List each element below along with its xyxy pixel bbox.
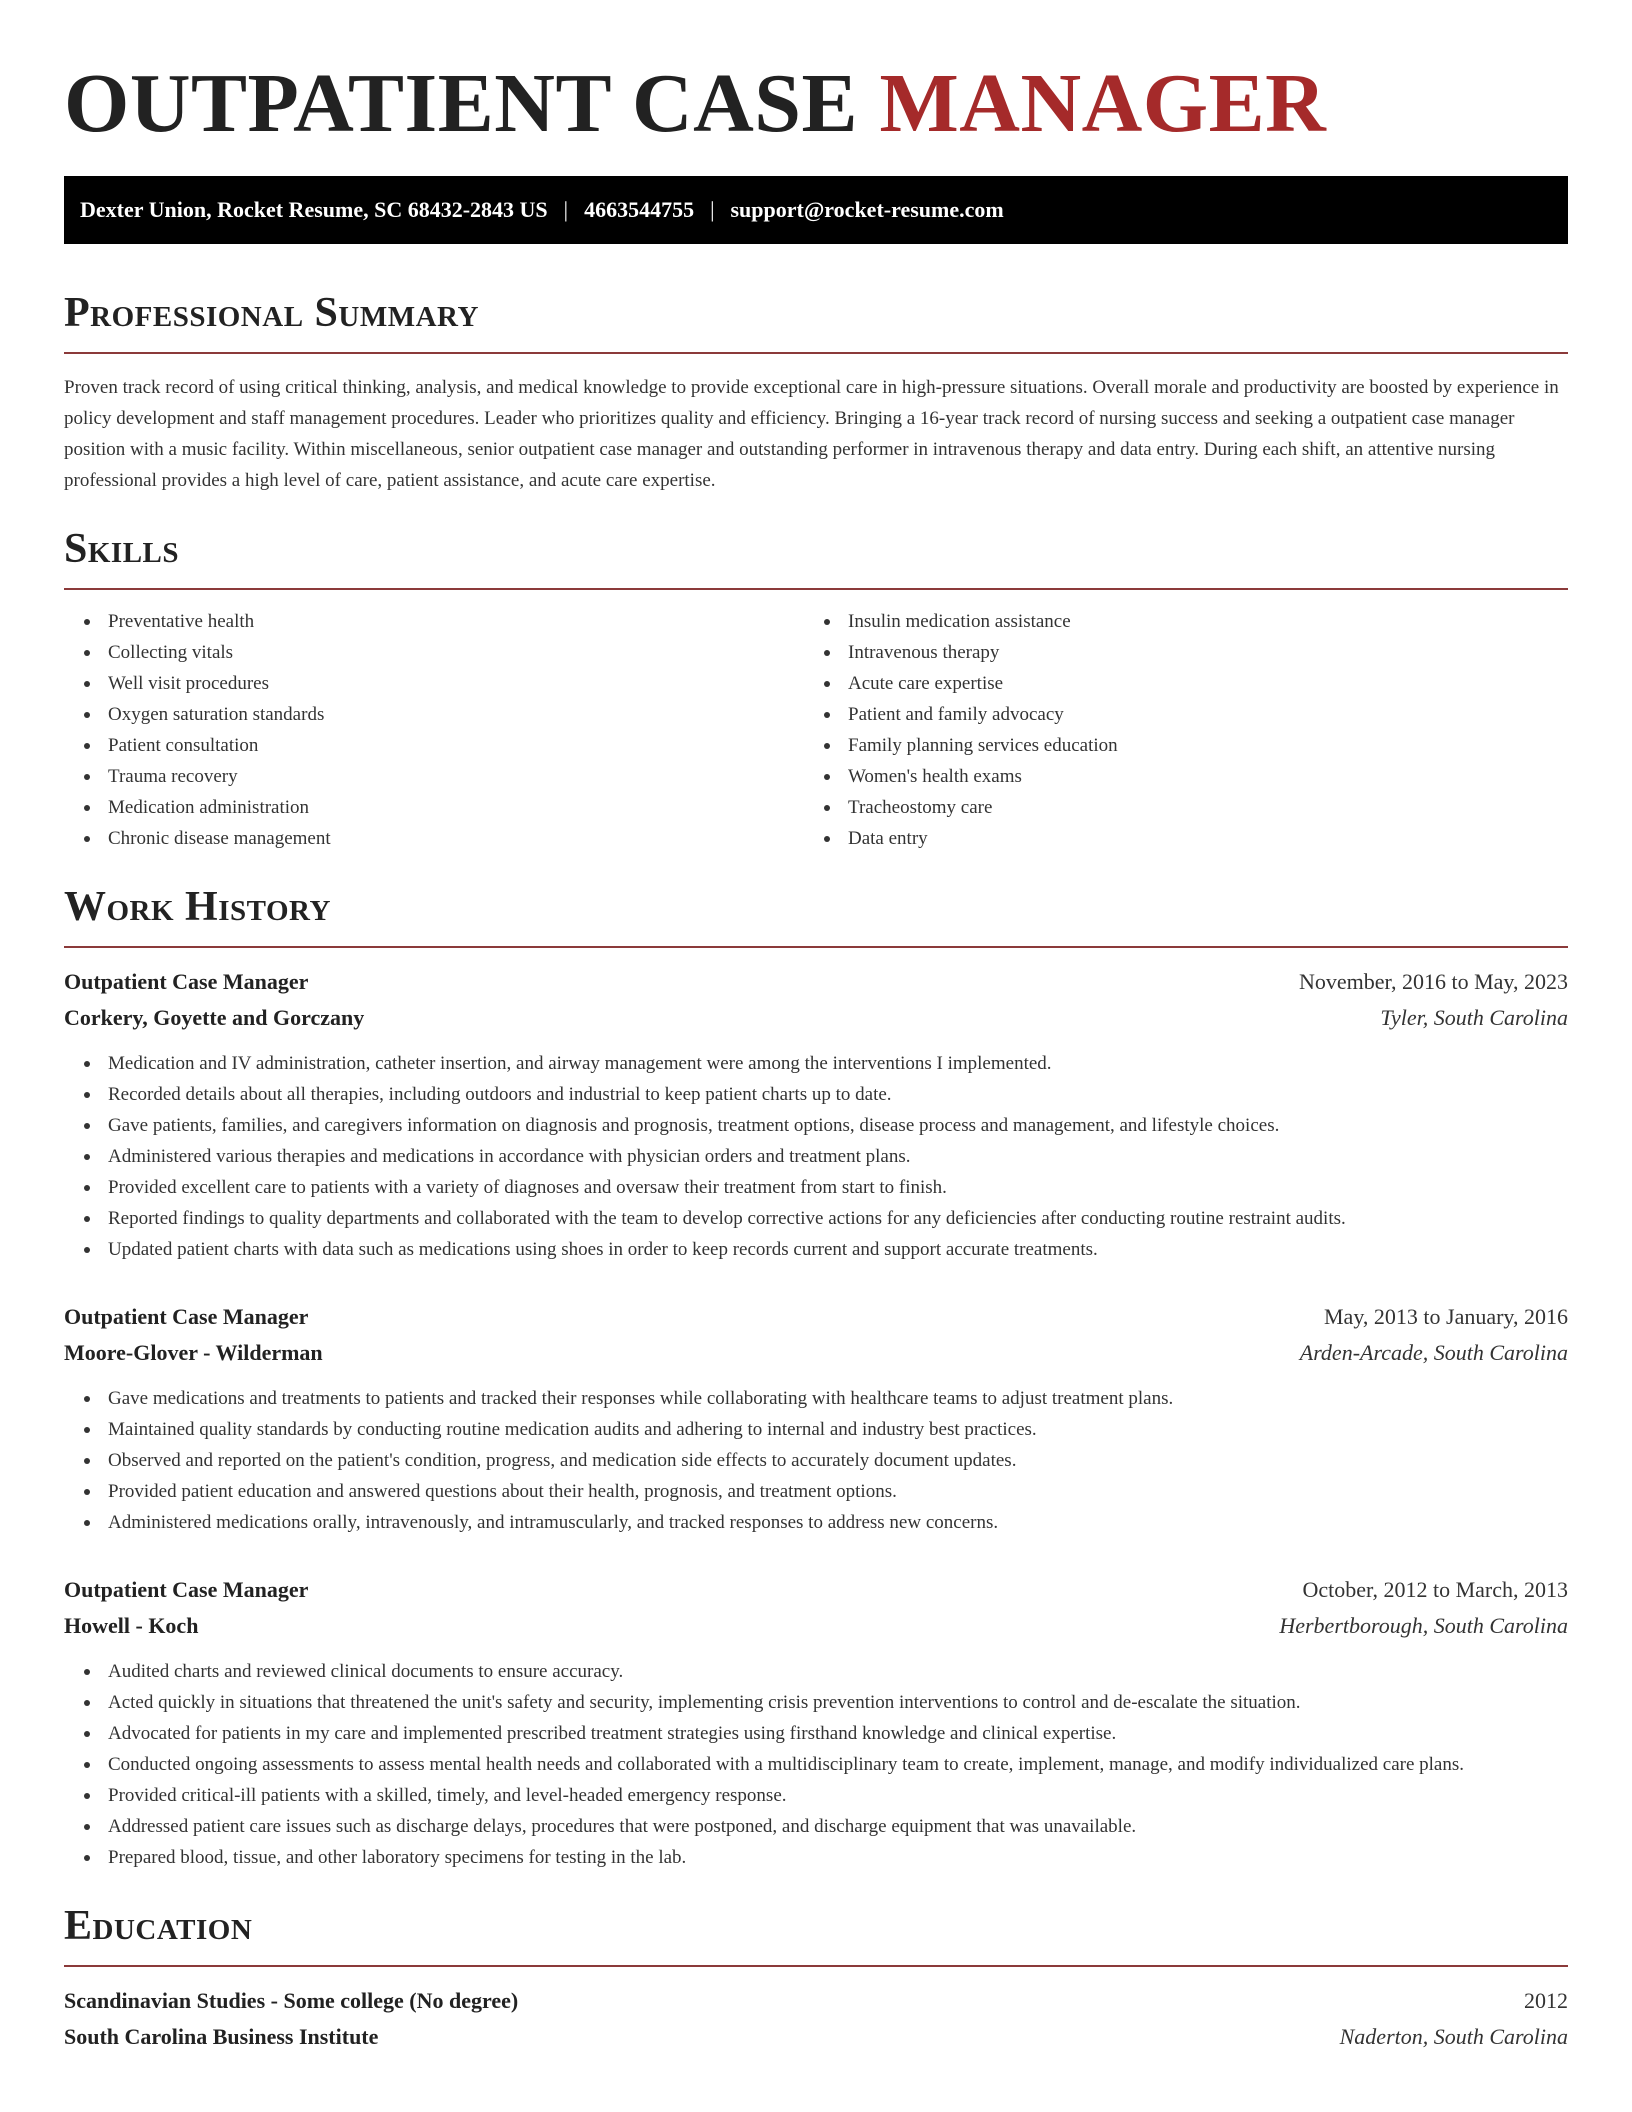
education-degree-row: [64, 1983, 1568, 2019]
job-bullet: Provided excellent care to patients with a variety of diagnoses and oversaw their treatment from start to finish.: [108, 1172, 1568, 1203]
section-heading-skills: Skills: [64, 526, 180, 572]
contact-address: Dexter Union, Rocket Resume, SC 68432-2843 US: [80, 197, 548, 222]
job-entry: [64, 1299, 1568, 1538]
section-divider: [64, 946, 1568, 948]
job-bullets: [64, 1383, 1568, 1538]
job-entry: [64, 1572, 1568, 1873]
work-history-section: [64, 882, 1568, 1873]
skills-list: [64, 606, 1568, 854]
section-divider: [64, 352, 1568, 354]
job-bullet: Recorded details about all therapies, including outdoors and industrial to keep patient charts up to date.: [108, 1079, 1568, 1110]
education-year: 2012: [1524, 1988, 1568, 2013]
education-entry: [64, 1983, 1568, 2055]
skill-item: Chronic disease management: [108, 823, 804, 854]
title-accent: MANAGER: [879, 57, 1327, 150]
contact-separator: |: [710, 197, 715, 222]
education-degree: Scandinavian Studies - Some college (No degree): [64, 1988, 519, 2013]
job-bullet: Maintained quality standards by conducting routine medication audits and adhering to internal and industry best practices.: [108, 1414, 1568, 1445]
job-dates: November, 2016 to May, 2023: [1299, 969, 1568, 994]
job-company: Corkery, Goyette and Gorczany: [64, 1005, 365, 1030]
contact-email: support@rocket-resume.com: [730, 197, 1004, 222]
skill-item: Trauma recovery: [108, 761, 804, 792]
skills-column-left: [64, 606, 804, 854]
job-bullet: Gave patients, families, and caregivers information on diagnosis and prognosis, treatment options, disease process and management, and lifestyle choices.: [108, 1110, 1568, 1141]
skill-item: Oxygen saturation standards: [108, 699, 804, 730]
contact-separator: |: [563, 197, 569, 222]
job-bullet: Administered various therapies and medications in accordance with physician orders and treatment plans.: [108, 1141, 1568, 1172]
job-bullets: [64, 1048, 1568, 1265]
job-company: Moore-Glover - Wilderman: [64, 1340, 323, 1365]
section-heading-summary: Professional Summary: [64, 290, 479, 336]
job-bullet: Reported findings to quality departments and collaborated with the team to develop corrective actions for any deficiencies after conducting routine restraint audits.: [108, 1203, 1568, 1234]
contact-phone: 4663544755: [584, 197, 695, 222]
job-company: Howell - Koch: [64, 1613, 199, 1638]
skill-item: Tracheostomy care: [848, 792, 1544, 823]
job-bullet: Updated patient charts with data such as medications using shoes in order to keep records current and support accurate treatments.: [108, 1234, 1568, 1265]
skill-item: Women's health exams: [848, 761, 1544, 792]
job-bullets: [64, 1656, 1568, 1873]
job-company-row: [64, 1608, 1568, 1644]
job-title: Outpatient Case Manager: [64, 1577, 309, 1602]
skill-item: Insulin medication assistance: [848, 606, 1544, 637]
section-divider: [64, 1965, 1568, 1967]
section-heading-education: Education: [64, 1903, 253, 1949]
job-entry: [64, 964, 1568, 1265]
job-title: Outpatient Case Manager: [64, 969, 309, 994]
job-header-row: [64, 1299, 1568, 1335]
contact-bar: [64, 176, 1568, 244]
job-bullet: Conducted ongoing assessments to assess mental health needs and collaborated with a multidisciplinary team to create, implement, manage, and modify individualized care plans.: [108, 1749, 1568, 1780]
job-dates: October, 2012 to March, 2013: [1302, 1577, 1568, 1602]
skill-item: Preventative health: [108, 606, 804, 637]
job-bullet: Observed and reported on the patient's condition, progress, and medication side effects to accurately document updates.: [108, 1445, 1568, 1476]
job-bullet: Acted quickly in situations that threatened the unit's safety and security, implementing crisis prevention interventions to control and de-escalate the situation.: [108, 1687, 1568, 1718]
skill-item: Collecting vitals: [108, 637, 804, 668]
job-bullet: Audited charts and reviewed clinical documents to ensure accuracy.: [108, 1656, 1568, 1687]
skill-item: Patient and family advocacy: [848, 699, 1544, 730]
education-section: [64, 1901, 1568, 2055]
job-bullet: Provided critical-ill patients with a skilled, timely, and level-headed emergency response.: [108, 1780, 1568, 1811]
job-location: Tyler, South Carolina: [1380, 1005, 1568, 1030]
job-company-row: [64, 1335, 1568, 1371]
section-heading-work-history: Work History: [64, 884, 331, 930]
job-header-row: [64, 964, 1568, 1000]
job-bullet: Prepared blood, tissue, and other laboratory specimens for testing in the lab.: [108, 1842, 1568, 1873]
job-bullet: Advocated for patients in my care and implemented prescribed treatment strategies using firsthand knowledge and clinical expertise.: [108, 1718, 1568, 1749]
skill-item: Data entry: [848, 823, 1544, 854]
skill-item: Patient consultation: [108, 730, 804, 761]
page-title: [64, 0, 1568, 152]
title-main: OUTPATIENT CASE: [64, 57, 880, 150]
summary-text: Proven track record of using critical thinking, analysis, and medical knowledge to provide exceptional care in high-pressure situations. Overall morale and productivity are boosted by experience in policy development and staff management procedures. Leader who prioritizes quality and efficiency. Bringing a 16-year track record of nursing success and seeking a outpatient case manager position with a music facility. Within miscellaneous, senior outpatient case manager and outstanding performer in intravenous therapy and data entry. During each shift, an attentive nursing professional provides a high level of care, patient assistance, and acute care expertise.: [64, 377, 1559, 491]
job-header-row: [64, 1572, 1568, 1608]
skill-item: Intravenous therapy: [848, 637, 1544, 668]
skill-item: Acute care expertise: [848, 668, 1544, 699]
job-dates: May, 2013 to January, 2016: [1324, 1304, 1568, 1329]
job-bullet: Addressed patient care issues such as discharge delays, procedures that were postponed, and discharge equipment that was unavailable.: [108, 1811, 1568, 1842]
job-bullet: Provided patient education and answered questions about their health, prognosis, and treatment options.: [108, 1476, 1568, 1507]
education-location: Naderton, South Carolina: [1339, 2024, 1568, 2049]
job-company-row: [64, 1000, 1568, 1036]
job-title: Outpatient Case Manager: [64, 1304, 309, 1329]
job-bullet: Medication and IV administration, catheter insertion, and airway management were among the interventions I implemented.: [108, 1048, 1568, 1079]
job-location: Herbertborough, South Carolina: [1279, 1613, 1568, 1638]
skill-item: Medication administration: [108, 792, 804, 823]
job-bullet: Gave medications and treatments to patients and tracked their responses while collaborating with healthcare teams to adjust treatment plans.: [108, 1383, 1568, 1414]
resume-page: [64, 0, 1568, 2055]
job-bullet: Administered medications orally, intravenously, and intramuscularly, and tracked responses to address new concerns.: [108, 1507, 1568, 1538]
job-location: Arden-Arcade, South Carolina: [1299, 1340, 1568, 1365]
skill-item: Family planning services education: [848, 730, 1544, 761]
education-school-row: [64, 2019, 1568, 2055]
skills-section: [64, 524, 1568, 854]
education-school: South Carolina Business Institute: [64, 2024, 379, 2049]
skill-item: Well visit procedures: [108, 668, 804, 699]
summary-section: [64, 288, 1568, 496]
skills-column-right: [804, 606, 1544, 854]
section-divider: [64, 588, 1568, 590]
